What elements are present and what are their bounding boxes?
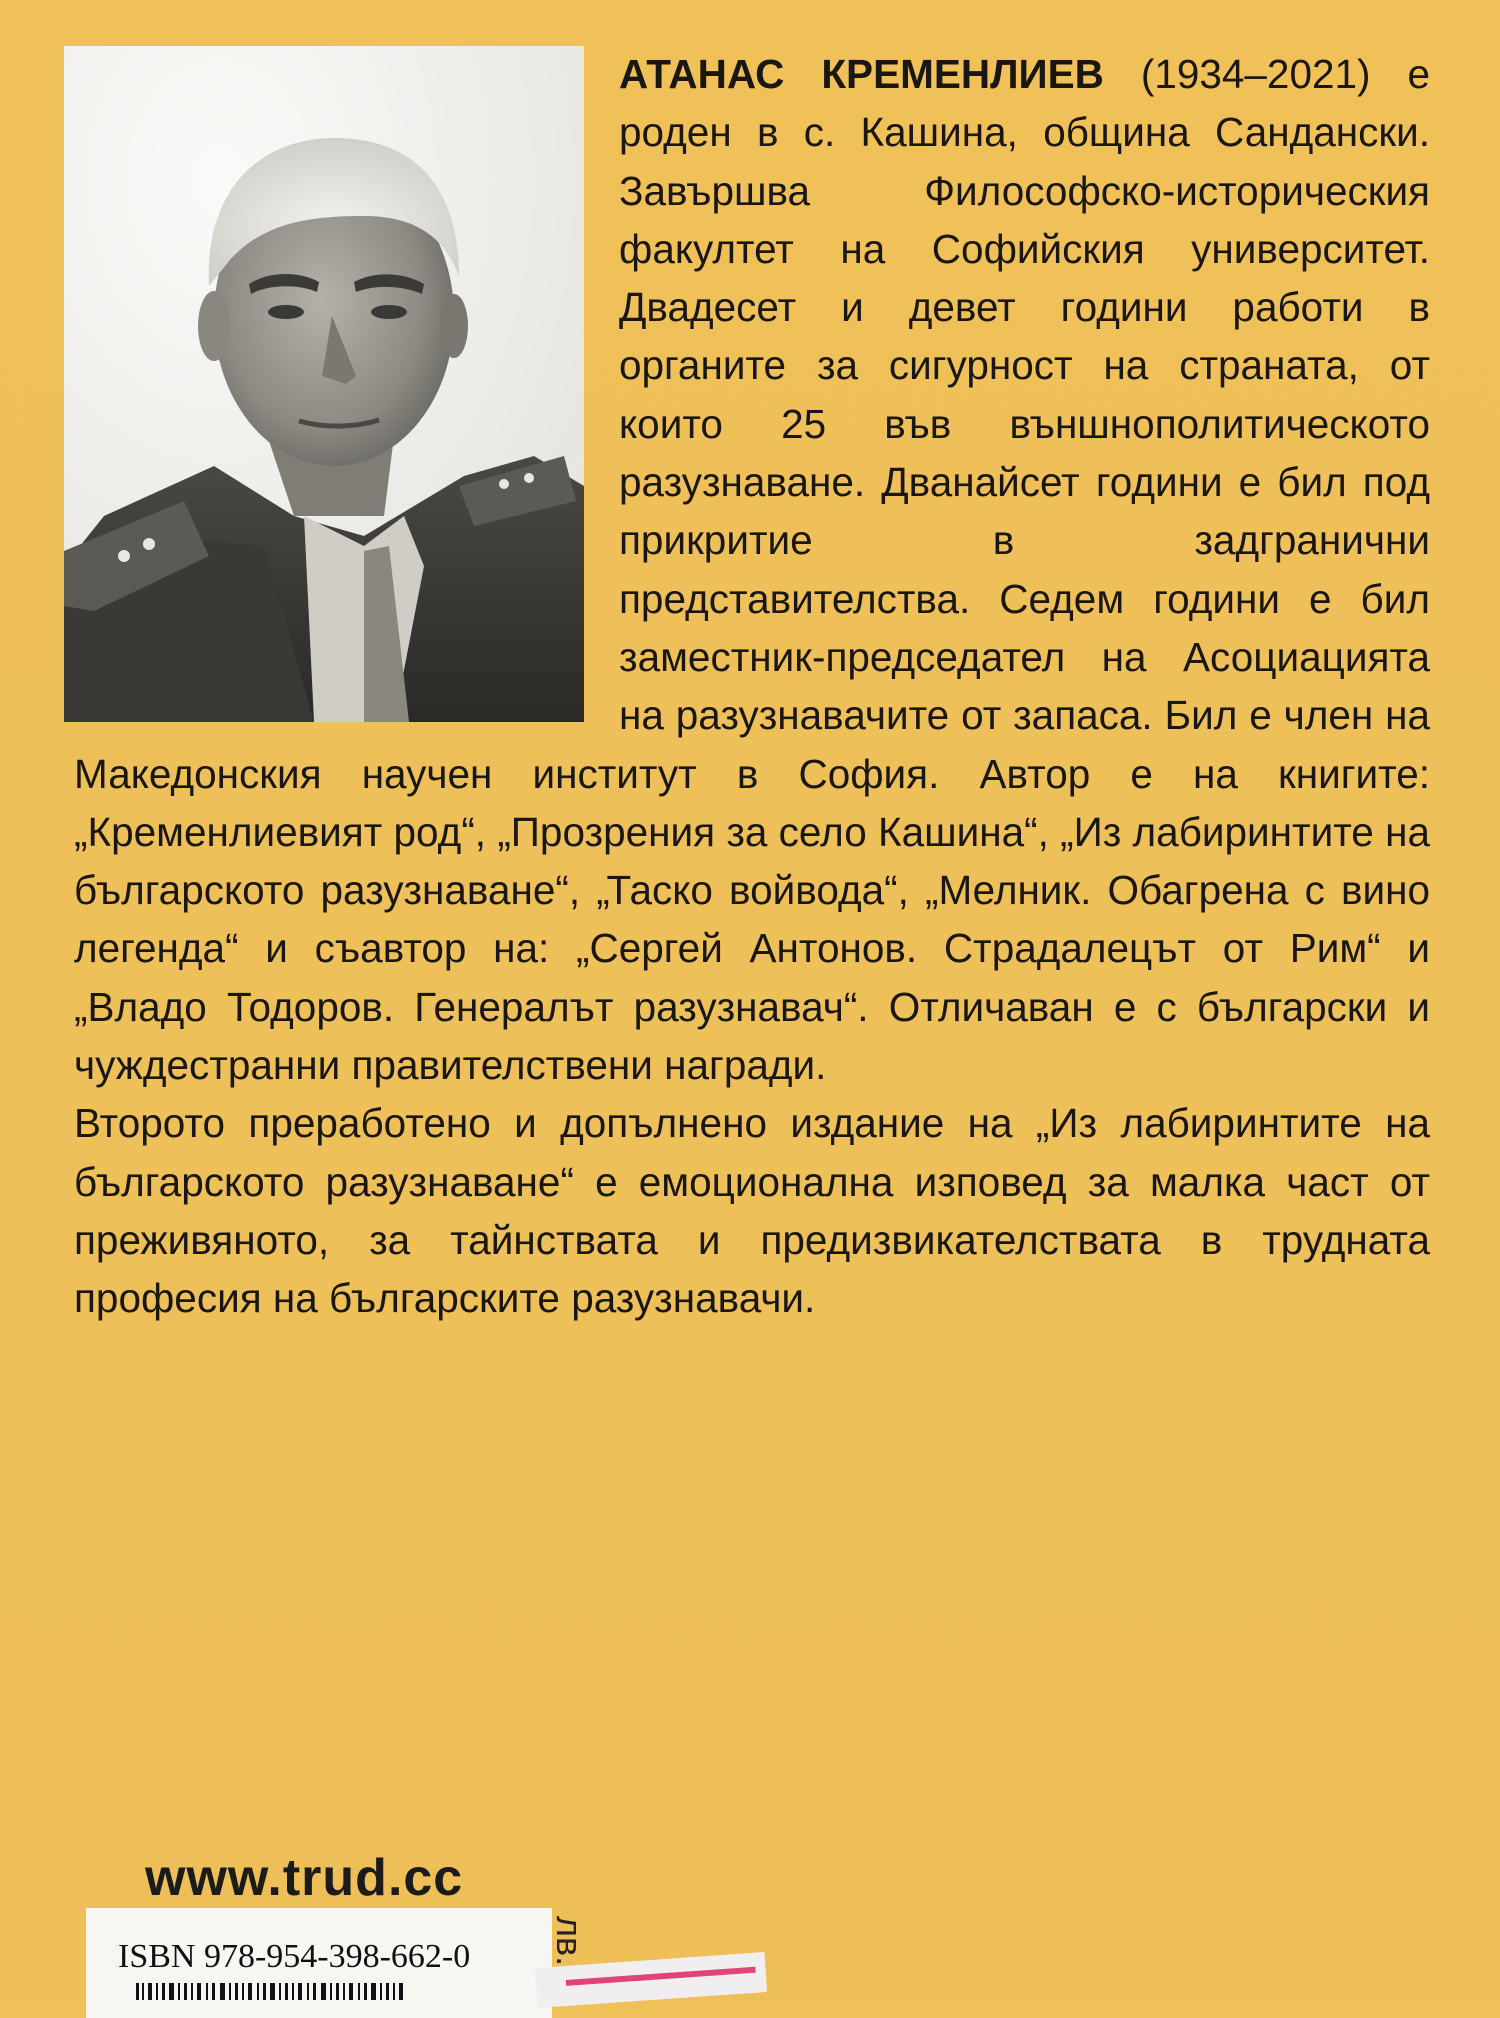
price-sticker-stripe xyxy=(566,1967,756,1986)
edition-paragraph: Второто преработено и допълнено издание на „Из лабиринтите на българското разузнаване“ е емоционална изповед за малка част от преживяното, за тайнствата и предизвикателствата в трудната професия на българските разузнавачи. xyxy=(74,1100,1430,1322)
barcode-icon xyxy=(136,1983,526,2000)
isbn-number: ISBN 978-954-398-662-0 xyxy=(118,1938,471,1975)
author-name: АТАНАС КРЕМЕНЛИЕВ xyxy=(619,51,1104,97)
photo-wrap-spacer xyxy=(74,45,619,727)
author-years: (1934–2021) xyxy=(1140,51,1371,97)
author-bio-text xyxy=(74,45,1430,1328)
publisher-website[interactable]: www.trud.cc xyxy=(145,1849,464,1907)
bio-text: е роден в с. Кашина, община Сандански. Завършва Философско-историческия факултет на Софийския университет. Двадесет и девет години работи в органите за сигурност на страната, от които 25 във външнополитическото разузнаване. Дванайсет години е бил под прикритие в задгранични представителства. Седем години е бил заместник-председател на Асоциацията на разузнавачите от запаса. Бил е член на Македонския научен институт в София. Автор е на книгите: „Кременлиевият род“, „Прозрения за село Кашина“, „Из лабиринтите на българското разузнаване“, „Таско войвода“, „Мелник. Обагрена с вино легенда“ и съавтор на: „Сергей Антонов. Страдалецът от Рим“ и „Владо Тодоров. Генералът разузнавач“. Отличаван е с български и чуждестранни правителствени награди. xyxy=(74,51,1430,1089)
price-text: лв. xyxy=(549,1916,590,1967)
